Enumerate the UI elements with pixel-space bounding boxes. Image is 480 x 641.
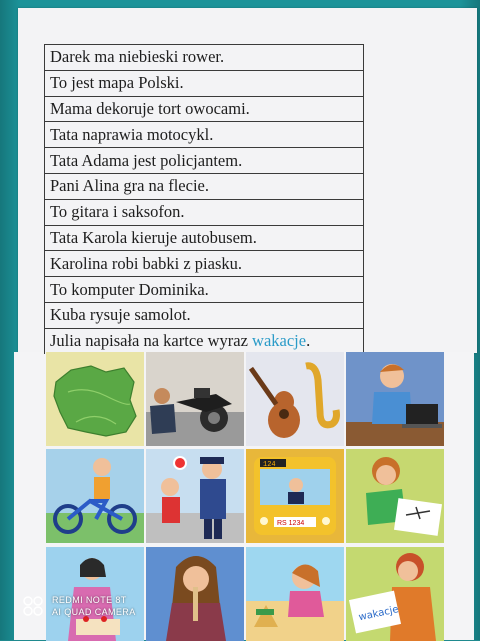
sentence-end: . xyxy=(306,331,311,351)
sentence-row xyxy=(45,173,364,199)
picture-dominik-computer xyxy=(346,352,444,446)
watermark-line-1: REDMI NOTE 8T xyxy=(52,595,127,605)
highlighted-word: wakacje xyxy=(252,331,307,351)
picture-guitar-and-saxophone xyxy=(246,352,344,446)
bus-number: 124 xyxy=(263,461,276,469)
picture-alina-plays-flute xyxy=(146,547,244,641)
picture-dad-repairs-motorcycle xyxy=(146,352,244,446)
picture-julia-writes-word xyxy=(346,547,444,641)
sentence-row xyxy=(45,70,364,96)
sentence-row xyxy=(45,251,364,277)
sentence-row xyxy=(45,45,364,71)
sentence-text: Tata Adama jest policjantem. xyxy=(45,148,364,174)
picture-kuba-draws-airplane xyxy=(346,449,444,543)
sentence-text: To komputer Dominika. xyxy=(45,277,364,303)
sentence-text: Pani Alina gra na flecie. xyxy=(45,173,364,199)
picture-darek-blue-bike xyxy=(46,449,144,543)
sentence-row xyxy=(45,225,364,251)
watermark-line-2: AI QUAD CAMERA xyxy=(52,607,136,617)
sentence-text: To jest mapa Polski. xyxy=(45,70,364,96)
picture-karolina-sand-castles xyxy=(246,547,344,641)
picture-bus xyxy=(246,449,344,543)
sentence-row xyxy=(45,96,364,122)
sentence-text: Tata Karola kieruje autobusem. xyxy=(45,225,364,251)
sentence-text: To gitara i saksofon. xyxy=(45,199,364,225)
card-word: wakacje xyxy=(357,604,400,624)
sentence-text: Mama dekoruje tort owocami. xyxy=(45,96,364,122)
sentence-text-part: Julia napisała na kartce wyraz xyxy=(50,331,253,351)
sentence-row xyxy=(45,199,364,225)
sentence-row xyxy=(45,148,364,174)
sentence-text: Kuba rysuje samolot. xyxy=(45,302,364,328)
camera-lens-icon xyxy=(22,595,44,617)
sentence-text: Karolina robi babki z piasku. xyxy=(45,251,364,277)
sentence-text xyxy=(45,328,364,353)
sentence-row xyxy=(45,277,364,303)
sentence-text: Tata naprawia motocykl. xyxy=(45,122,364,148)
sentence-row xyxy=(45,302,364,328)
sentence-row xyxy=(45,122,364,148)
sentence-table xyxy=(44,44,364,354)
bus-plate: RS 1234 xyxy=(277,520,305,527)
picture-map-of-poland xyxy=(46,352,144,446)
sentence-row xyxy=(45,328,364,353)
picture-policeman xyxy=(146,449,244,543)
sentence-text: Darek ma niebieski rower. xyxy=(45,45,364,71)
